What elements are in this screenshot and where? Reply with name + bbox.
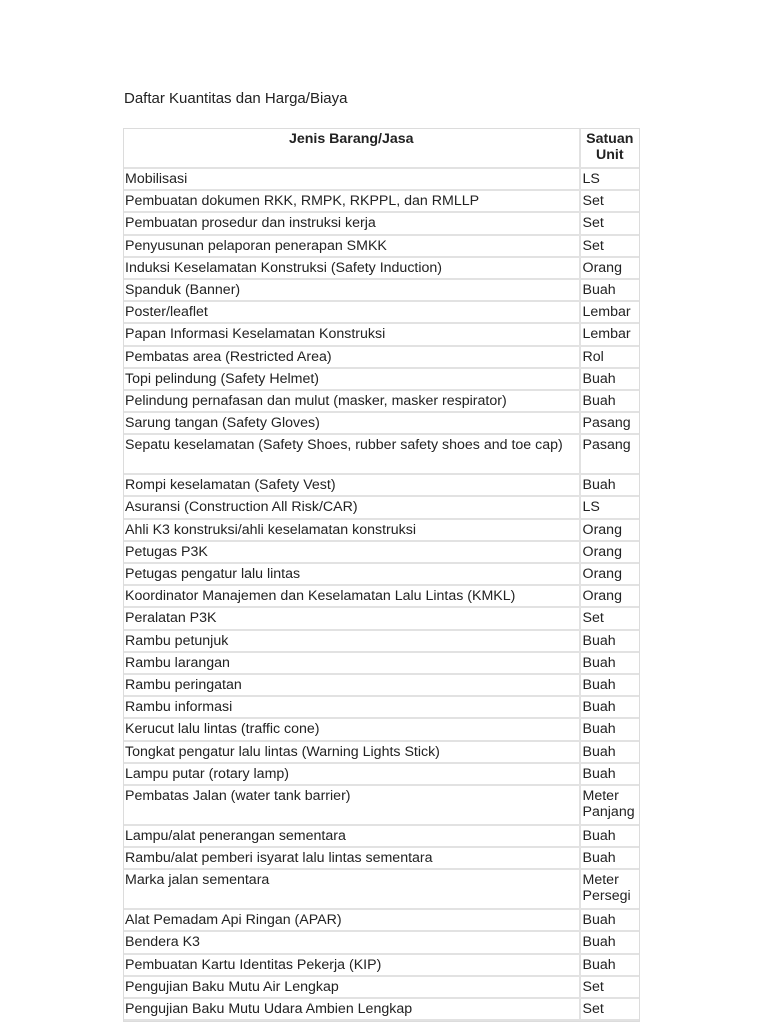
cell-unit: Buah (581, 932, 639, 954)
cell-unit: Buah (581, 764, 639, 786)
table-row (124, 653, 639, 675)
cell-item-name: Pembuatan prosedur dan instruksi kerja (124, 213, 581, 235)
header-item-type: Jenis Barang/Jasa (124, 129, 581, 169)
cell-item-name: Asuransi (Construction All Risk/CAR) (124, 497, 581, 519)
cell-item-name: Papan Informasi Keselamatan Konstruksi (124, 324, 581, 346)
table-row (124, 955, 639, 977)
cell-item-name: Petugas P3K (124, 542, 581, 564)
table-row (124, 742, 639, 764)
cell-item-name: Mobilisasi (124, 169, 581, 191)
cell-item-name: Tongkat pengatur lalu lintas (Warning Lights Stick) (124, 742, 581, 764)
cell-item-name: Rambu larangan (124, 653, 581, 675)
cell-unit: Buah (581, 955, 639, 977)
header-unit: Satuan Unit (581, 129, 639, 169)
table-row (124, 302, 639, 324)
cell-item-name: Alat Pemadam Api Ringan (APAR) (124, 910, 581, 932)
table-row (124, 675, 639, 697)
cell-unit: Buah (581, 910, 639, 932)
cell-unit: Lembar (581, 302, 639, 324)
table-row (124, 391, 639, 413)
cell-item-name: Rambu petunjuk (124, 631, 581, 653)
quantity-price-table (123, 128, 640, 1022)
table-row (124, 497, 639, 519)
table-row (124, 236, 639, 258)
cell-unit: Orang (581, 520, 639, 542)
table-row (124, 280, 639, 302)
cell-unit: Orang (581, 258, 639, 280)
table-row (124, 475, 639, 497)
cell-unit: Buah (581, 826, 639, 848)
cell-unit: Pasang (581, 413, 639, 435)
table-row (124, 586, 639, 608)
table-row (124, 564, 639, 586)
table-body (124, 169, 639, 1021)
cell-unit: Set (581, 191, 639, 213)
cell-unit: Buah (581, 719, 639, 741)
cell-unit: Buah (581, 631, 639, 653)
table-row (124, 910, 639, 932)
cell-item-name: Topi pelindung (Safety Helmet) (124, 369, 581, 391)
cell-unit: Buah (581, 742, 639, 764)
cell-unit: Set (581, 977, 639, 999)
cell-unit: Buah (581, 675, 639, 697)
cell-unit: LS (581, 169, 639, 191)
cell-item-name: Rambu peringatan (124, 675, 581, 697)
table-row (124, 764, 639, 786)
cell-item-name: Sepatu keselamatan (Safety Shoes, rubber safety shoes and toe cap) (124, 435, 581, 475)
table-row (124, 324, 639, 346)
table-row (124, 932, 639, 954)
table-row (124, 786, 639, 826)
cell-unit: Buah (581, 848, 639, 870)
table-row (124, 347, 639, 369)
cell-unit: Buah (581, 475, 639, 497)
cell-item-name: Rambu informasi (124, 697, 581, 719)
table-row (124, 697, 639, 719)
cell-item-name: Kerucut lalu lintas (traffic cone) (124, 719, 581, 741)
cell-item-name: Rompi keselamatan (Safety Vest) (124, 475, 581, 497)
table-row (124, 435, 639, 475)
cell-item-name: Induksi Keselamatan Konstruksi (Safety Induction) (124, 258, 581, 280)
cell-item-name: Poster/leaflet (124, 302, 581, 324)
cell-item-name: Peralatan P3K (124, 608, 581, 630)
cell-item-name: Lampu/alat penerangan sementara (124, 826, 581, 848)
table-row (124, 826, 639, 848)
cell-unit: Set (581, 213, 639, 235)
table-row (124, 542, 639, 564)
cell-unit: Pasang (581, 435, 639, 475)
cell-unit: Buah (581, 369, 639, 391)
cell-item-name: Lampu putar (rotary lamp) (124, 764, 581, 786)
cell-item-name: Spanduk (Banner) (124, 280, 581, 302)
document-title: Daftar Kuantitas dan Harga/Biaya (124, 90, 348, 107)
table-row (124, 169, 639, 191)
cell-unit: LS (581, 497, 639, 519)
table-row (124, 191, 639, 213)
table-row (124, 413, 639, 435)
cell-unit: Orang (581, 586, 639, 608)
cell-unit: Buah (581, 280, 639, 302)
cell-item-name: Pembuatan Kartu Identitas Pekerja (KIP) (124, 955, 581, 977)
cell-unit: Set (581, 608, 639, 630)
cell-item-name: Pengujian Baku Mutu Air Lengkap (124, 977, 581, 999)
cell-unit: Buah (581, 391, 639, 413)
cell-item-name: Pelindung pernafasan dan mulut (masker, masker respirator) (124, 391, 581, 413)
cell-unit: Buah (581, 697, 639, 719)
cell-unit: Orang (581, 564, 639, 586)
table-row (124, 608, 639, 630)
cell-unit: Orang (581, 542, 639, 564)
table-row (124, 870, 639, 910)
cell-unit: Set (581, 236, 639, 258)
cell-unit: Meter Panjang (581, 786, 639, 826)
table-row (124, 631, 639, 653)
cell-item-name: Pembuatan dokumen RKK, RMPK, RKPPL, dan RMLLP (124, 191, 581, 213)
cell-unit: Buah (581, 653, 639, 675)
table-row (124, 213, 639, 235)
cell-item-name: Marka jalan sementara (124, 870, 581, 910)
table-row (124, 520, 639, 542)
cell-unit: Set (581, 999, 639, 1021)
cell-item-name: Petugas pengatur lalu lintas (124, 564, 581, 586)
table-row (124, 848, 639, 870)
cell-item-name: Pembatas area (Restricted Area) (124, 347, 581, 369)
cell-item-name: Penyusunan pelaporan penerapan SMKK (124, 236, 581, 258)
cell-item-name: Ahli K3 konstruksi/ahli keselamatan konstruksi (124, 520, 581, 542)
cell-unit: Rol (581, 347, 639, 369)
cell-unit: Lembar (581, 324, 639, 346)
cell-item-name: Bendera K3 (124, 932, 581, 954)
cell-item-name: Sarung tangan (Safety Gloves) (124, 413, 581, 435)
table-row (124, 258, 639, 280)
cell-item-name: Rambu/alat pemberi isyarat lalu lintas sementara (124, 848, 581, 870)
table-row (124, 999, 639, 1021)
cell-unit: Meter Persegi (581, 870, 639, 910)
table-row (124, 369, 639, 391)
cell-item-name: Pengujian Baku Mutu Udara Ambien Lengkap (124, 999, 581, 1021)
table-row (124, 977, 639, 999)
table-header-row (124, 129, 639, 169)
table-row (124, 719, 639, 741)
cell-item-name: Koordinator Manajemen dan Keselamatan Lalu Lintas (KMKL) (124, 586, 581, 608)
cell-item-name: Pembatas Jalan (water tank barrier) (124, 786, 581, 826)
